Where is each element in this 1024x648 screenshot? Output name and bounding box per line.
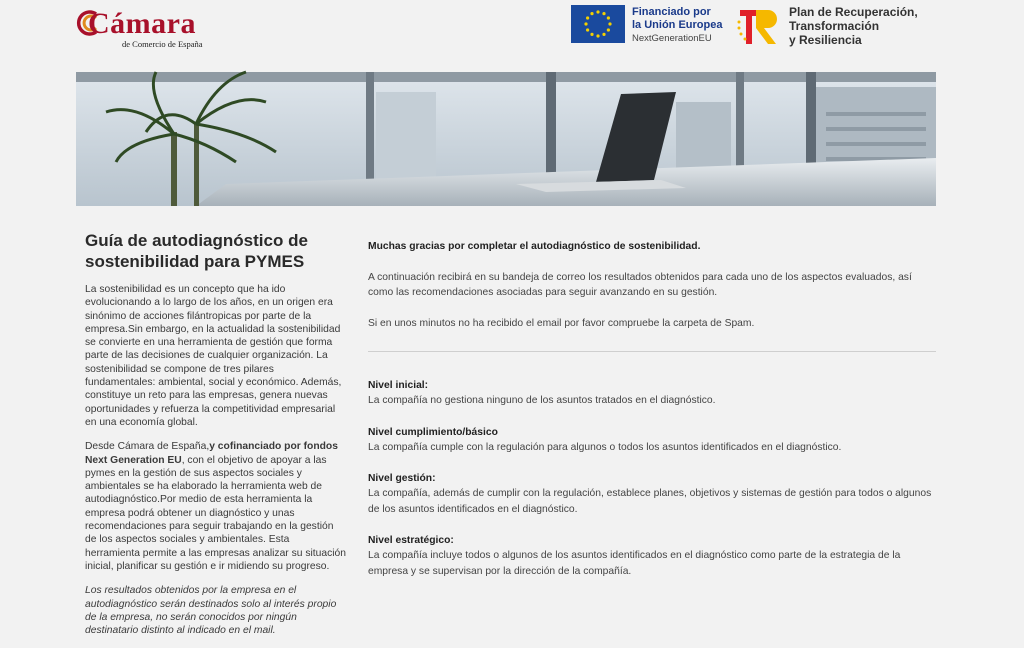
eu-logo-line3: NextGenerationEU bbox=[632, 33, 712, 44]
prtr-logo-line1: Plan de Recuperación, bbox=[789, 5, 918, 19]
prtr-logo-line3: y Resiliencia bbox=[789, 33, 862, 47]
level-title: Nivel cumplimiento/básico bbox=[368, 426, 498, 438]
eu-star-icon bbox=[590, 33, 593, 36]
level-item bbox=[368, 378, 936, 409]
intro-column bbox=[85, 230, 347, 648]
level-description: La compañía no gestiona ninguno de los asuntos tratados en el diagnóstico. bbox=[368, 395, 716, 406]
level-description: La compañía, además de cumplir con la regulación, establece planes, objetivos y sistemas de gestión para todos o algunos de los asuntos identificados en el diagnóstico. bbox=[368, 488, 932, 515]
prtr-logo-line2: Transformación bbox=[789, 19, 880, 33]
level-title: Nivel gestión: bbox=[368, 473, 436, 484]
eu-star-icon bbox=[607, 28, 610, 31]
level-description: La compañía cumple con la regulación para algunos o todos los asuntos identificados en el diagnóstico. bbox=[368, 441, 842, 453]
level-title: Nivel estratégico: bbox=[368, 535, 454, 546]
prtr-logo bbox=[736, 4, 946, 46]
intro-paragraph-2-end: , con el objetivo de apoyar a las pymes en la gestión de sus aspectos sociales y ambientales se ha elaborado la herramienta web de autodiagnóstico.Por medio de esta herramienta la empresa podrá obtener un diagnóstico y unas recomendaciones para seguir trabajando en la gestión de los aspectos sociales y ambientales. Esta herramienta permite a las empresas analizar su situación inicial, planificar su gestión e ir midiendo su progreso. bbox=[85, 454, 346, 572]
intro-paragraph-2-start: Desde Cámara de España, bbox=[85, 441, 210, 453]
eu-star-icon bbox=[590, 12, 593, 15]
office-banner-image bbox=[76, 72, 936, 206]
thanks-message: Muchas gracias por completar el autodiagnóstico de sostenibilidad. bbox=[368, 241, 701, 252]
eu-funding-logo bbox=[571, 5, 731, 45]
eu-star-icon bbox=[607, 16, 610, 19]
camara-logo[interactable] bbox=[76, 4, 216, 48]
level-item bbox=[368, 425, 936, 456]
eu-logo-line2: la Unión Europea bbox=[632, 19, 723, 31]
page-header bbox=[0, 0, 1024, 72]
level-item bbox=[368, 471, 936, 517]
office-banner-illustration bbox=[76, 72, 936, 206]
camara-logo-word: Cámara bbox=[88, 7, 196, 40]
prtr-tr-mark-icon bbox=[736, 4, 786, 46]
level-title: Nivel inicial: bbox=[368, 380, 429, 391]
eu-star-icon bbox=[584, 22, 587, 25]
level-item bbox=[368, 533, 936, 579]
eu-star-icon bbox=[596, 34, 599, 37]
eu-logo-line1: Financiado por bbox=[632, 6, 711, 18]
camara-logo-subtitle: de Comercio de España bbox=[122, 39, 203, 49]
eu-star-icon bbox=[586, 28, 589, 31]
eu-star-icon bbox=[596, 10, 599, 13]
privacy-note: Los resultados obtenidos por la empresa en el autodiagnóstico serán destinados solo al interés propio de la empresa, no serán conocidos por ningún destinatario distinto al indicado en el mail. bbox=[85, 585, 337, 637]
page-title: Guía de autodiagnóstico de sostenibilidad para PYMES bbox=[85, 231, 308, 271]
spam-notice: Si en unos minutos no ha recibido el email por favor compruebe la carpeta de Spam. bbox=[368, 318, 755, 329]
intro-paragraph-1: La sostenibilidad es un concepto que ha ido evolucionando a lo largo de los años, en un origen era sinónimo de acciones filántropicas por parte de la empresa.Sin embargo, en la actualidad la sostenibilidad se convierte en una herramienta de gestión que forma parte de las decisiones de cualquier organización. La sostenibilidad se compone de tres pilares fundamentales: ambiental, social y económico. Además, constituye un reto para las empresas, genera nuevas oportunidades y refuerza la competitividad empresarial en una economía global. bbox=[85, 284, 342, 428]
results-email-info: A continuación recibirá en su bandeja de correo los resultados obtenidos para cada uno de los aspectos evaluados, así como las recomendaciones asociadas para seguir avanzando en su gestión. bbox=[368, 272, 912, 298]
intro-paragraph-2 bbox=[85, 440, 347, 573]
results-column bbox=[368, 239, 936, 595]
eu-star-icon bbox=[586, 16, 589, 19]
section-divider bbox=[368, 351, 936, 352]
eu-star-icon bbox=[602, 33, 605, 36]
intro-paragraph-2-bold: y cofinanciado por fondos Next Generation EU bbox=[85, 441, 338, 466]
level-description: La compañía incluye todos o algunos de los asuntos identificados en el diagnóstico como parte de la estrategia de la empresa y se supervisan por la dirección de la compañía. bbox=[368, 550, 901, 577]
eu-flag-icon bbox=[571, 5, 625, 43]
eu-star-icon bbox=[608, 22, 611, 25]
eu-star-icon bbox=[602, 12, 605, 15]
